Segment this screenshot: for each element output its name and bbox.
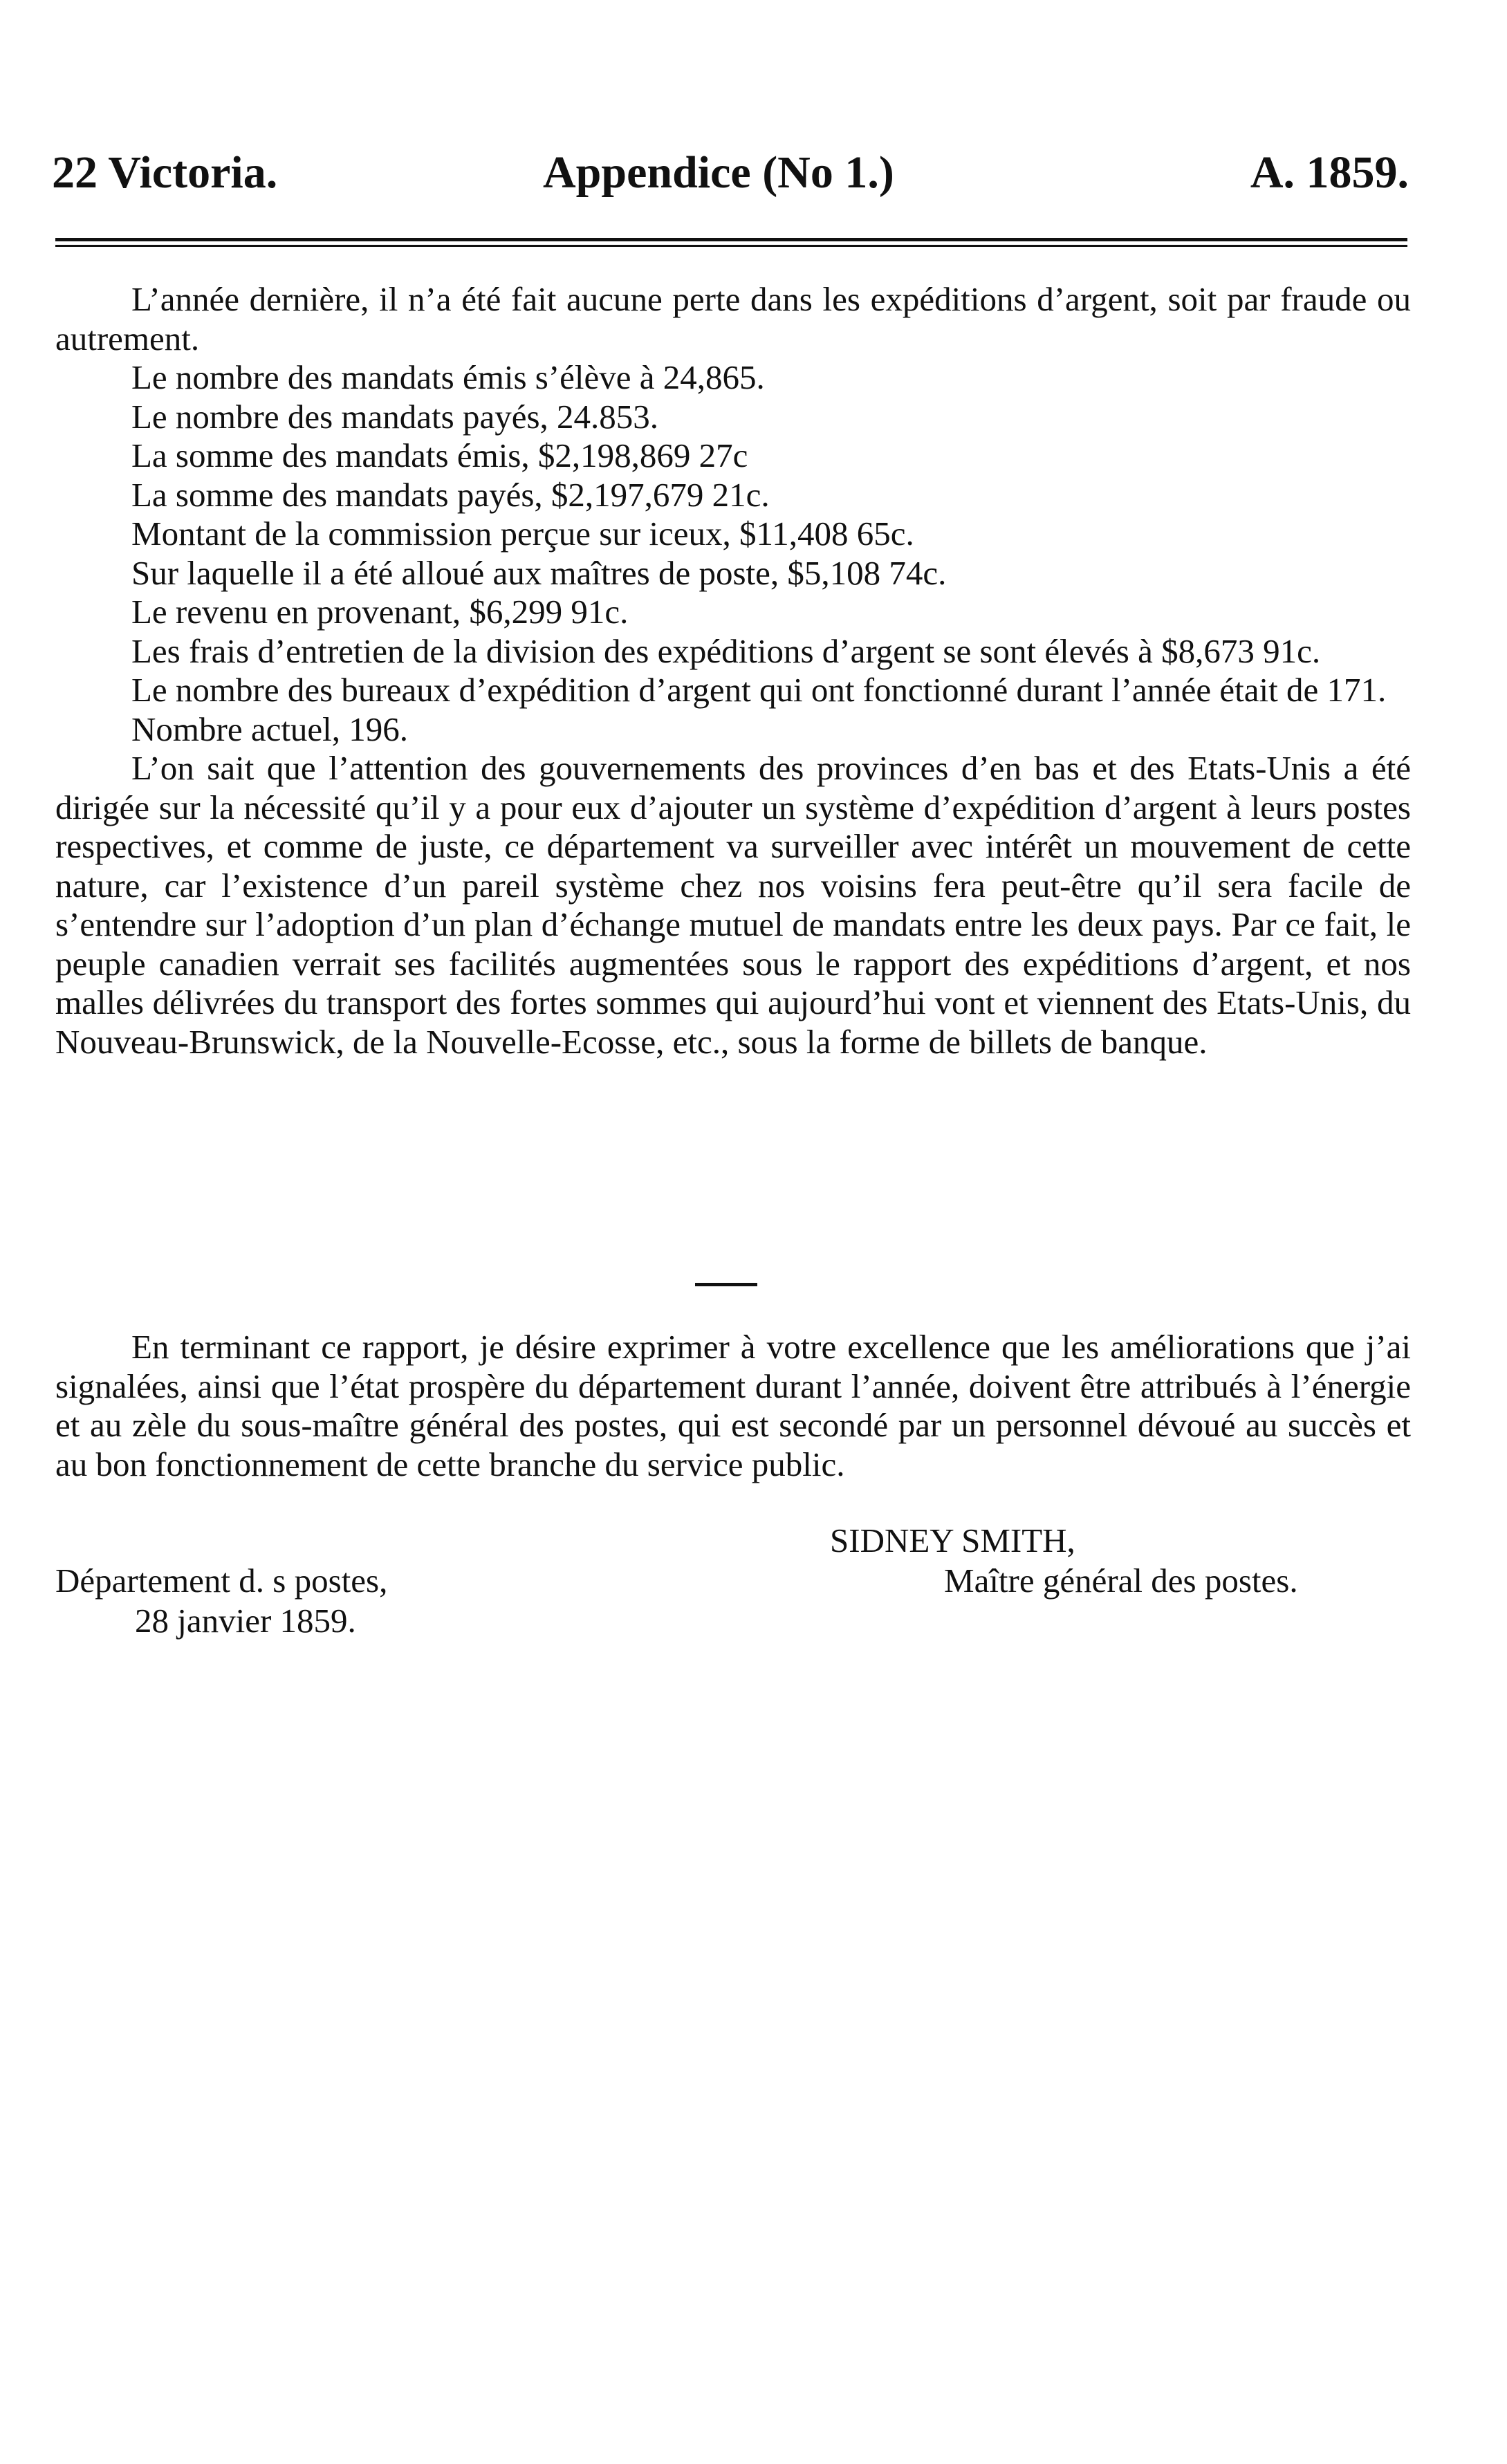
- department-line: Département d. s postes,: [55, 1562, 388, 1600]
- paragraph-sum-paid: La somme des mandats payés, $2,197,679 21c.: [131, 475, 770, 514]
- paragraph-orders-paid: Le nombre des mandats payés, 24.853.: [131, 397, 659, 436]
- date-line: 28 janvier 1859.: [135, 1602, 356, 1640]
- section-divider: [695, 1283, 757, 1286]
- paragraph-sum-issued: La somme des mandats émis, $2,198,869 27c: [131, 436, 748, 474]
- signatory-title: Maître général des postes.: [944, 1562, 1298, 1600]
- report-body: [55, 280, 1411, 1062]
- paragraph-orders-issued: Le nombre des mandats émis s’élève à 24,865.: [131, 358, 765, 396]
- header-rule-thick: [55, 238, 1407, 241]
- header-appendix: Appendice (No 1.): [543, 147, 894, 198]
- signatory-name: SIDNEY SMITH,: [830, 1521, 1075, 1559]
- page-header: [52, 138, 1409, 207]
- header-session: 22 Victoria.: [52, 147, 278, 198]
- paragraph-offices: Le nombre des bureaux d’expédition d’argent qui ont fonctionné durant l’année était de 171.: [131, 671, 1387, 709]
- paragraph-expenses: Les frais d’entretien de la division des expéditions d’argent se sont élevés à $8,673 91c.: [131, 631, 1321, 670]
- header-year: A. 1859.: [1250, 147, 1409, 198]
- header-rule-thin: [55, 245, 1407, 247]
- paragraph-revenue: Le revenu en provenant, $6,299 91c.: [131, 593, 629, 631]
- paragraph-postmasters-allowance: Sur laquelle il a été alloué aux maîtres de poste, $5,108 74c.: [131, 553, 947, 592]
- paragraph-commission: Montant de la commission perçue sur iceux, $11,408 65c.: [131, 515, 914, 553]
- closing-paragraph: En terminant ce rapport, je désire exprimer à votre excellence que les améliorations que j’ai signalées, ainsi que l’état prospère du département durant l’année, doivent être attribués à l’énergie et au zèle du sous-maître général des postes, qui est secondé par un personnel dévoué au succès et au bon fonctionnement de cette branche du service public.: [55, 1328, 1411, 1483]
- paragraph-losses: L’année dernière, il n’a été fait aucune perte dans les expéditions d’argent, soit par fraude ou autrement.: [55, 280, 1411, 358]
- paragraph-current-number: Nombre actuel, 196.: [131, 710, 409, 748]
- paragraph-exchange-system: L’on sait que l’attention des gouvernements des provinces d’en bas et des Etats-Unis a été dirigée sur la nécessité qu’il y a pour eux d’ajouter un système d’expédition d’argent à leurs postes respectives, et comme de juste, ce département va surveiller avec intérêt un mouvement de cette nature, car l’existence d’un pareil système chez nos voisins fera peut-être qu’il sera facile de s’entendre sur l’adoption d’un plan d’échange mutuel de mandats entre les deux pays. Par ce fait, le peuple canadien verrait ses facilités augmentées sous le rapport des expéditions d’argent, et nos malles délivrées du transport des fortes sommes qui aujourd’hui vont et viennent des Etats-Unis, du Nouveau-Brunswick, de la Nouvelle-Ecosse, etc., sous la forme de billets de banque.: [55, 749, 1411, 1061]
